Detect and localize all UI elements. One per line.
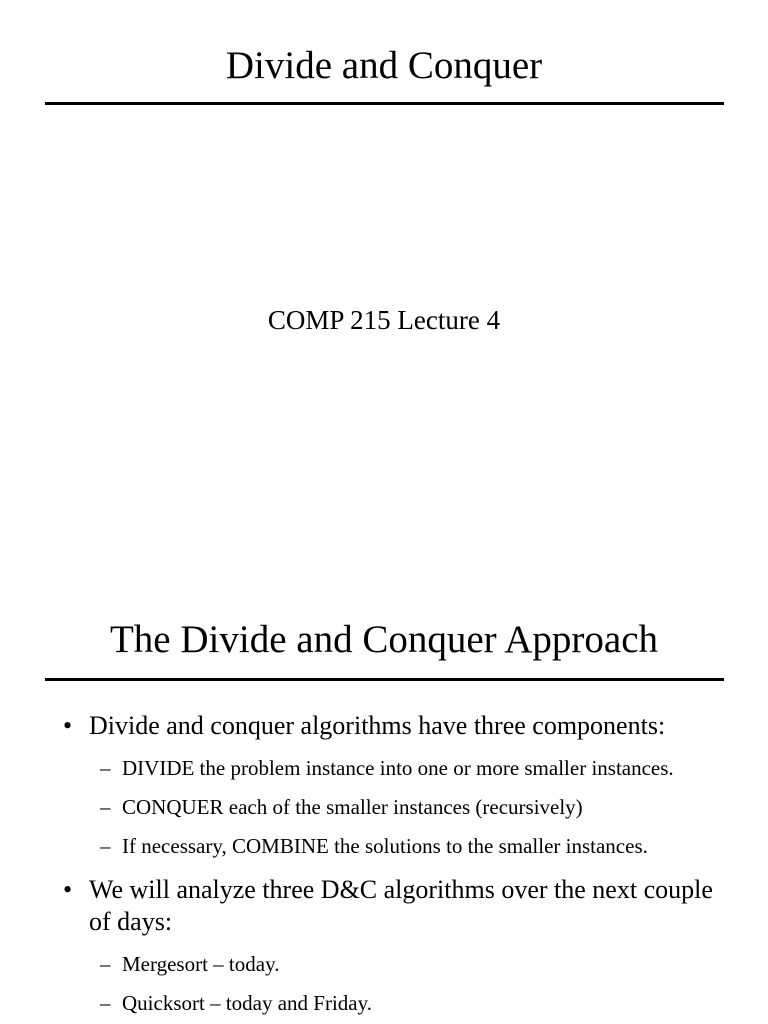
bullet-icon: • bbox=[63, 711, 73, 740]
sub-item-text: CONQUER each of the smaller instances (recursively) bbox=[122, 795, 583, 819]
title-underline bbox=[45, 102, 724, 105]
sub-list bbox=[89, 950, 728, 1017]
bullet-icon: • bbox=[63, 875, 73, 904]
sub-item-text: DIVIDE the problem instance into one or more smaller instances. bbox=[122, 756, 674, 780]
sub-item-text: If necessary, COMBINE the solutions to the smaller instances. bbox=[122, 834, 648, 858]
sub-item bbox=[0, 754, 728, 782]
sub-item bbox=[0, 793, 728, 821]
bullet-text: We will analyze three D&C algorithms over the next couple of days: bbox=[89, 875, 713, 936]
approach-slide bbox=[0, 580, 768, 1024]
sub-item-text: Mergesort – today. bbox=[122, 952, 280, 976]
sub-list bbox=[89, 754, 728, 860]
bullet-item bbox=[0, 710, 768, 860]
sub-item bbox=[0, 989, 728, 1017]
bullet-list bbox=[0, 710, 768, 1017]
slide-title: Divide and Conquer bbox=[225, 44, 543, 87]
dash-icon: – bbox=[100, 756, 111, 780]
dash-icon: – bbox=[100, 795, 111, 819]
sub-item bbox=[0, 950, 728, 978]
lecture-subtitle: COMP 215 Lecture 4 bbox=[267, 305, 501, 335]
sub-item bbox=[0, 832, 728, 860]
sub-item-text: Quicksort – today and Friday. bbox=[122, 991, 373, 1015]
dash-icon: – bbox=[100, 834, 111, 858]
slide-title: The Divide and Conquer Approach bbox=[109, 618, 659, 661]
bullet-item bbox=[0, 874, 768, 1017]
dash-icon: – bbox=[100, 991, 111, 1015]
dash-icon: – bbox=[100, 952, 111, 976]
bullet-text: Divide and conquer algorithms have three components: bbox=[89, 711, 666, 740]
title-underline bbox=[45, 678, 724, 681]
